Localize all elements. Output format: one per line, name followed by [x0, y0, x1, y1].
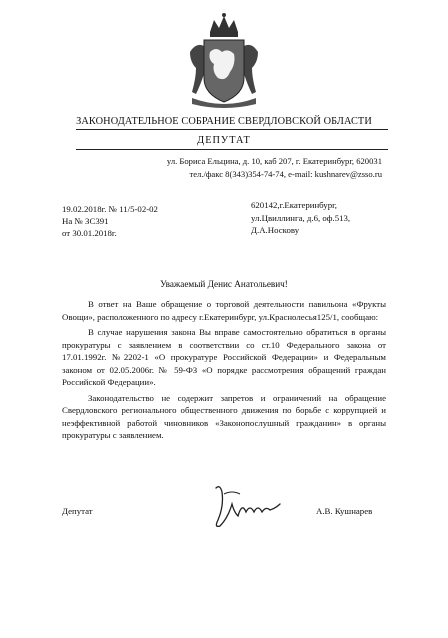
recipient-block	[251, 199, 350, 237]
letter-meta	[62, 203, 158, 239]
recipient-name: Д.А.Носкову	[251, 225, 300, 235]
reference-number: На № ЗС391	[62, 216, 109, 226]
header-divider	[76, 129, 388, 130]
recipient-line: ул.Цвиллинга, д.6, оф.513,	[251, 212, 351, 223]
role-title: ДЕПУТАТ	[197, 135, 251, 146]
greeting: Уважаемый Денис Анатольевич!	[160, 279, 288, 289]
sender-contact	[167, 155, 382, 181]
letter-date-number: 19.02.2018г. № 11/5-02-02	[62, 204, 158, 214]
sender-address: ул. Бориса Ельцина, д. 10, каб 207, г. Екатеринбург, 620031	[166, 156, 382, 166]
body-paragraph: В ответ на Ваше обращение о торговой деятельности павильона «Фрукты Овощи», расположенного по адресу г.Екатеринбург, ул.Краснолесья125/1, сообщаю:	[62, 299, 386, 322]
body-paragraph: В случае нарушения закона Вы вправе самостоятельно обратиться в органы прокуратуры с заявлением в соответствии со ст.10 Федерального закона от 17.01.1992г. №2202-1 «О прокуратуре Российской Федерации» и Федеральным законом от 02.05.2006г. № 59-ФЗ «О порядке рассмотрения обращений граждан Российской Федерации».	[62, 327, 386, 387]
reference-date: от 30.01.2018г.	[62, 228, 117, 238]
coat-of-arms-icon	[186, 12, 262, 110]
letter-body	[62, 298, 386, 445]
recipient-line: 620142,г.Екатеринбург,	[251, 200, 337, 210]
organization-title: ЗАКОНОДАТЕЛЬНОЕ СОБРАНИЕ СВЕРДЛОВСКОЙ ОБЛАСТИ	[76, 116, 372, 127]
body-paragraph: Законодательство не содержит запретов и ограничений на обращение Свердловского регионального общественного движения по борьбе с коррупцией и неэффективной работой чиновников «Законопослушный гражданин» в органы прокуратуры с заявлением.	[62, 392, 386, 440]
signer-title: Депутат	[62, 506, 93, 516]
handwritten-signature	[206, 482, 286, 534]
signer-name: А.В. Кушнарев	[316, 506, 373, 516]
sender-phone-email: тел./факс 8(343)354-74-74, e-mail: kushnarev@zsso.ru	[189, 169, 382, 179]
header-divider	[76, 149, 388, 150]
